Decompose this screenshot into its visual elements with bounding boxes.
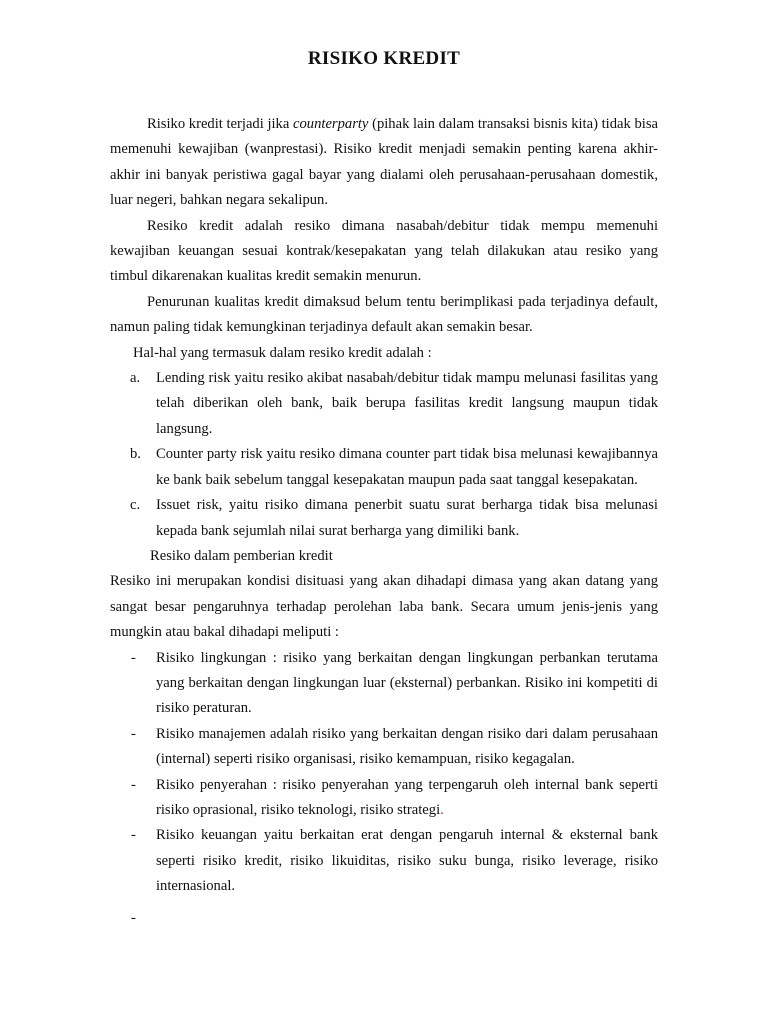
dash-list-item bbox=[110, 722, 658, 773]
list-item-tail: . bbox=[440, 801, 444, 818]
list-marker: - bbox=[131, 909, 136, 926]
list-item-text: Risiko lingkungan : risiko yang berkaitan dengan lingkungan perbankan terutama yang berkaitan dengan lingkungan luar (eksternal) perbankan. Risiko ini kompetiti di risiko peraturan. bbox=[156, 649, 658, 717]
paragraph-4: Resiko ini merupakan kondisi disituasi yang akan dihadapi dimasa yang akan datang yang sangat besar pengaruhnya terhadap perolehan laba bank. Secara umum jenis-jenis yang mungkin atau bakal dihadapi meliputi : bbox=[110, 573, 658, 641]
paragraph-2: Resiko kredit adalah resiko dimana nasabah/debitur tidak mempu memenuhi kewajiban keuangan sesuai kontrak/kesepakatan yang telah dilakukan atau resiko yang timbul dikarenakan kualitas kredit semakin menurun. bbox=[110, 217, 658, 285]
list-marker: - bbox=[131, 776, 136, 793]
list-item-text: Counter party risk yaitu resiko dimana counter part tidak bisa melunasi kewajibannya ke bank baik sebelum tanggal kesepakatan maupun pada saat tanggal kesepakatan. bbox=[156, 446, 658, 488]
list-item-text: Lending risk yaitu resiko akibat nasabah/debitur tidak mampu melunasi fasilitas yang telah diberikan oleh bank, baik berupa fasilitas kredit langsung maupun tidak langsung. bbox=[156, 370, 658, 437]
document-body bbox=[110, 112, 658, 926]
paragraph-3: Penurunan kualitas kredit dimaksud belum tentu berimplikasi pada terjadinya default, namun paling tidak kemungkinan terjadinya default akan semakin besar. bbox=[110, 293, 658, 336]
list-marker: c. bbox=[130, 497, 141, 514]
list-marker: - bbox=[131, 827, 136, 844]
dash-list-item bbox=[110, 646, 658, 722]
paragraph-1-text: Risiko kredit terjadi jika bbox=[147, 116, 294, 132]
list-marker: a. bbox=[130, 370, 141, 387]
subheading: Resiko dalam pemberian kredit bbox=[150, 547, 333, 564]
list-item-text: Issuet risk, yaitu risiko dimana penerbit suatu surat berharga tidak bisa melunasi kepada bank sejumlah nilai surat berharga yang dimiliki bank. bbox=[156, 497, 658, 539]
page-title: RISIKO KREDIT bbox=[307, 48, 461, 69]
lettered-list-item bbox=[110, 493, 658, 544]
list-item-text: Risiko keuangan yaitu berkaitan erat dengan pengaruh internal & eksternal bank seperti risiko kredit, risiko likuiditas, risiko suku bunga, risiko leverage, risiko internasional. bbox=[156, 827, 658, 895]
lettered-list-item bbox=[110, 442, 658, 493]
counterparty-term: counterparty bbox=[293, 116, 369, 132]
list-marker: - bbox=[131, 649, 136, 666]
lettered-list-item bbox=[110, 366, 658, 442]
list-marker: - bbox=[131, 725, 136, 742]
paragraph-1 bbox=[110, 112, 658, 214]
paragraph-1-text-rest: (pihak lain dalam transaksi bisnis kita) tidak bisa memenuhi kewajiban (wanprestasi). Risiko kredit menjadi semakin penting karena akhir-akhir ini banyak peristiwa gagal bayar yang dialami oleh perusahaan-perusahaan domestik, luar negeri, bahkan negara sekalipun. bbox=[110, 116, 658, 209]
list-intro: Hal-hal yang termasuk dalam resiko kredit adalah : bbox=[133, 344, 432, 361]
list-item-text: Risiko penyerahan : risiko penyerahan yang terpengaruh oleh internal bank seperti risiko oprasional, risiko teknologi, risiko strategi bbox=[156, 776, 658, 818]
dash-list-item bbox=[110, 823, 658, 899]
dash-list-item bbox=[110, 773, 658, 824]
list-marker: b. bbox=[130, 446, 141, 463]
list-item-text: Risiko manajemen adalah risiko yang berkaitan dengan risiko dari dalam perusahaan (internal) seperti risiko organisasi, risiko kemampuan, risiko kegagalan. bbox=[156, 725, 658, 768]
